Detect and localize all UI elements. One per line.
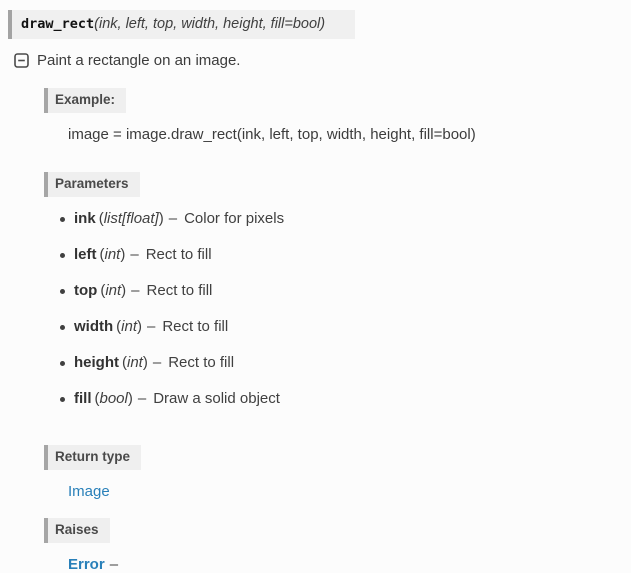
parameter-item-height (74, 355, 631, 371)
parameter-desc: Rect to fill (168, 354, 235, 371)
parameter-type: bool (99, 390, 128, 407)
parameter-name: ink (74, 210, 96, 227)
parameter-list (44, 211, 631, 407)
parameter-name: height (74, 354, 119, 371)
dash-separator: – (131, 282, 140, 299)
parameter-name: left (74, 246, 97, 263)
return-type-link[interactable]: Image (68, 483, 110, 500)
parameter-desc: Rect to fill (145, 246, 212, 263)
dash-separator: – (137, 390, 147, 407)
dash-separator: – (147, 318, 156, 335)
close-paren: ) (127, 390, 133, 407)
parameter-type: int (121, 318, 137, 335)
parameter-desc: Rect to fill (162, 318, 229, 335)
parameter-desc: Draw a solid object (153, 390, 280, 407)
parameter-name: fill (74, 390, 92, 407)
parameters-label: Parameters (44, 172, 140, 197)
close-paren: ) (142, 354, 148, 371)
function-description: Paint a rectangle on an image. (37, 52, 241, 69)
parameter-name: top (74, 282, 98, 299)
dash-separator: – (130, 246, 139, 263)
example-label: Example: (44, 88, 126, 113)
collapse-toggle-button[interactable] (14, 53, 29, 68)
parameter-item-top (74, 283, 631, 299)
open-paren: ( (99, 246, 105, 263)
parameter-desc: Color for pixels (184, 210, 285, 227)
raises-error-link[interactable]: Error (68, 556, 105, 573)
return-type-value-row (68, 483, 631, 500)
parameter-item-left (74, 247, 631, 263)
close-paren: ) (158, 210, 164, 227)
function-signature (8, 10, 355, 39)
close-paren: ) (121, 282, 127, 299)
description-row (14, 52, 631, 69)
close-paren: ) (120, 246, 126, 263)
return-type-label: Return type (44, 445, 141, 470)
dash-separator: – (152, 354, 162, 371)
function-name: draw_rect (21, 16, 95, 32)
open-paren: ( (98, 210, 104, 227)
open-paren: ( (122, 354, 127, 371)
function-args: (ink, left, top, width, height, fill=bool) (94, 16, 326, 32)
doc-body (44, 69, 631, 573)
raises-label: Raises (44, 518, 110, 543)
parameter-name: width (74, 318, 114, 335)
parameter-type: int (105, 282, 122, 299)
parameter-type: int (104, 246, 121, 263)
raises-dash: – (109, 556, 119, 573)
parameter-item-fill (74, 391, 631, 407)
close-paren: ) (137, 318, 142, 335)
parameter-item-ink (74, 211, 631, 227)
dash-separator: – (168, 210, 178, 227)
open-paren: ( (116, 318, 122, 335)
parameter-desc: Rect to fill (146, 282, 213, 299)
example-code: image = image.draw_rect(ink, left, top, width, height, fill=bool) (68, 126, 476, 143)
parameter-type: int (127, 354, 143, 371)
minus-box-icon (14, 53, 29, 68)
open-paren: ( (100, 282, 106, 299)
open-paren: ( (94, 390, 100, 407)
parameter-type: list[float] (103, 210, 159, 227)
raises-value-row (68, 556, 631, 573)
parameter-item-width (74, 319, 631, 335)
